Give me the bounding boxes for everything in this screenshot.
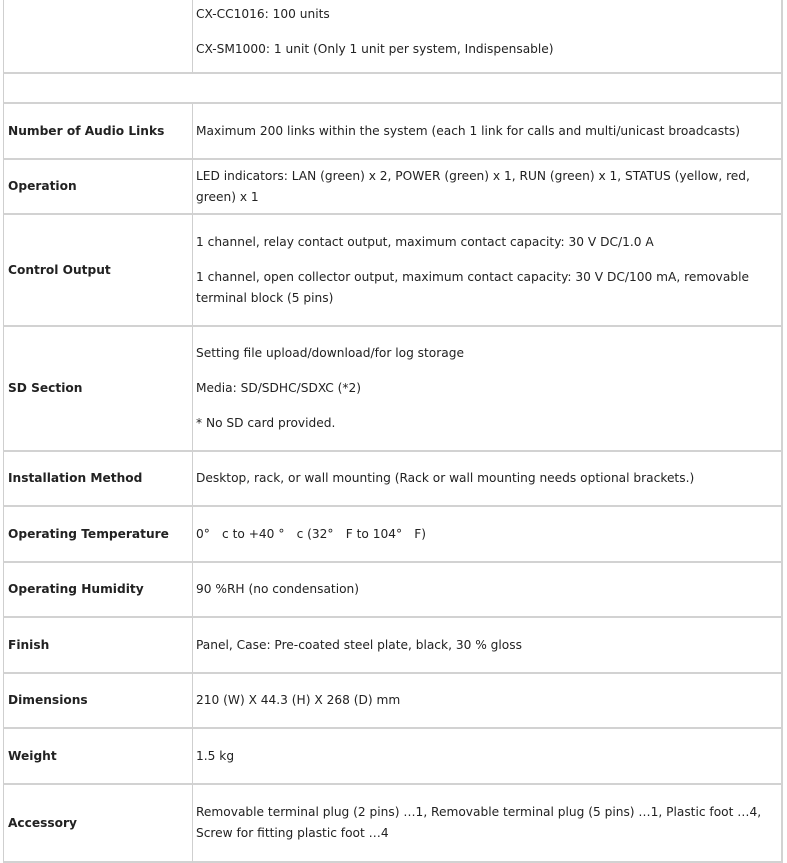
spec-label: Dimensions xyxy=(3,674,192,729)
table-row xyxy=(3,618,783,674)
table-row xyxy=(3,104,783,160)
spec-value-line: Media: SD/SDHC/SDXC (*2) xyxy=(196,381,362,395)
spec-label: Operation xyxy=(3,160,192,215)
spec-value-line: 1 channel, relay contact output, maximum contact capacity: 30 V DC/1.0 A xyxy=(196,234,654,249)
spec-label: Operating Temperature xyxy=(3,507,192,563)
spec-value-line: 1 channel, open collector output, maximum contact capacity: 30 V DC/100 mA, removable terminal block (5 pins) xyxy=(196,269,749,305)
spec-value-cell xyxy=(192,160,783,215)
spec-value-cell xyxy=(192,729,783,785)
spec-label: Accessory xyxy=(3,785,192,863)
spec-value-line: Setting file upload/download/for log storage xyxy=(196,346,464,360)
table-row-spacer xyxy=(3,74,783,104)
spec-value-cell xyxy=(192,785,783,863)
spec-label: Control Output xyxy=(3,215,192,327)
table-row xyxy=(3,160,783,215)
spec-value-cell xyxy=(192,507,783,563)
spec-label: Weight xyxy=(3,729,192,785)
table-row xyxy=(3,507,783,563)
spec-value-line: 210 (W) X 44.3 (H) X 268 (D) mm xyxy=(196,693,401,707)
spec-value-line: 90 %RH (no condensation) xyxy=(196,582,360,596)
table-row xyxy=(3,215,783,327)
spec-value-cell xyxy=(192,327,783,452)
spec-label: Number of Audio Links xyxy=(3,104,192,160)
table-row xyxy=(3,327,783,452)
table-row xyxy=(3,785,783,863)
spec-label: Installation Method xyxy=(3,452,192,507)
table-row xyxy=(3,563,783,618)
spec-label: Finish xyxy=(3,618,192,674)
spec-value-cell xyxy=(192,618,783,674)
spec-value-cell xyxy=(192,674,783,729)
spec-label: Operating Humidity xyxy=(3,563,192,618)
spec-value-cell xyxy=(192,0,783,74)
spec-value-line: LED indicators: LAN (green) x 2, POWER (green) x 1, RUN (green) x 1, STATUS (yellow, red, green) x 1 xyxy=(196,168,750,204)
spec-value-line: Panel, Case: Pre-coated steel plate, black, 30 % gloss xyxy=(196,637,522,652)
spec-value-cell xyxy=(192,452,783,507)
table-row xyxy=(3,452,783,507)
spacer-cell xyxy=(3,74,783,104)
specifications-table xyxy=(3,0,783,863)
spec-label: SD Section xyxy=(3,327,192,452)
spec-value-line: 0° c to +40 ° c (32° F to 104° F) xyxy=(196,526,427,541)
spec-value-line: CX-SM1000: 1 unit (Only 1 unit per system, Indispensable) xyxy=(196,42,554,56)
spec-value-line: Desktop, rack, or wall mounting (Rack or wall mounting needs optional brackets.) xyxy=(196,471,695,485)
spec-value-line: * No SD card provided. xyxy=(196,416,336,430)
spec-label-empty xyxy=(3,0,192,74)
spec-value-cell xyxy=(192,215,783,327)
table-row xyxy=(3,729,783,785)
spec-value-line: Removable terminal plug (2 pins) …1, Removable terminal plug (5 pins) …1, Plastic foot …4, Screw for fitting plastic foot …4 xyxy=(196,805,762,840)
spec-value-line: Maximum 200 links within the system (each 1 link for calls and multi/unicast broadcasts) xyxy=(196,123,740,138)
table-row xyxy=(3,674,783,729)
table-row xyxy=(3,0,783,74)
spec-value-line: CX-CC1016: 100 units xyxy=(196,7,330,21)
spec-value-line: 1.5 kg xyxy=(196,748,235,763)
spec-value-cell xyxy=(192,563,783,618)
spec-value-cell xyxy=(192,104,783,160)
